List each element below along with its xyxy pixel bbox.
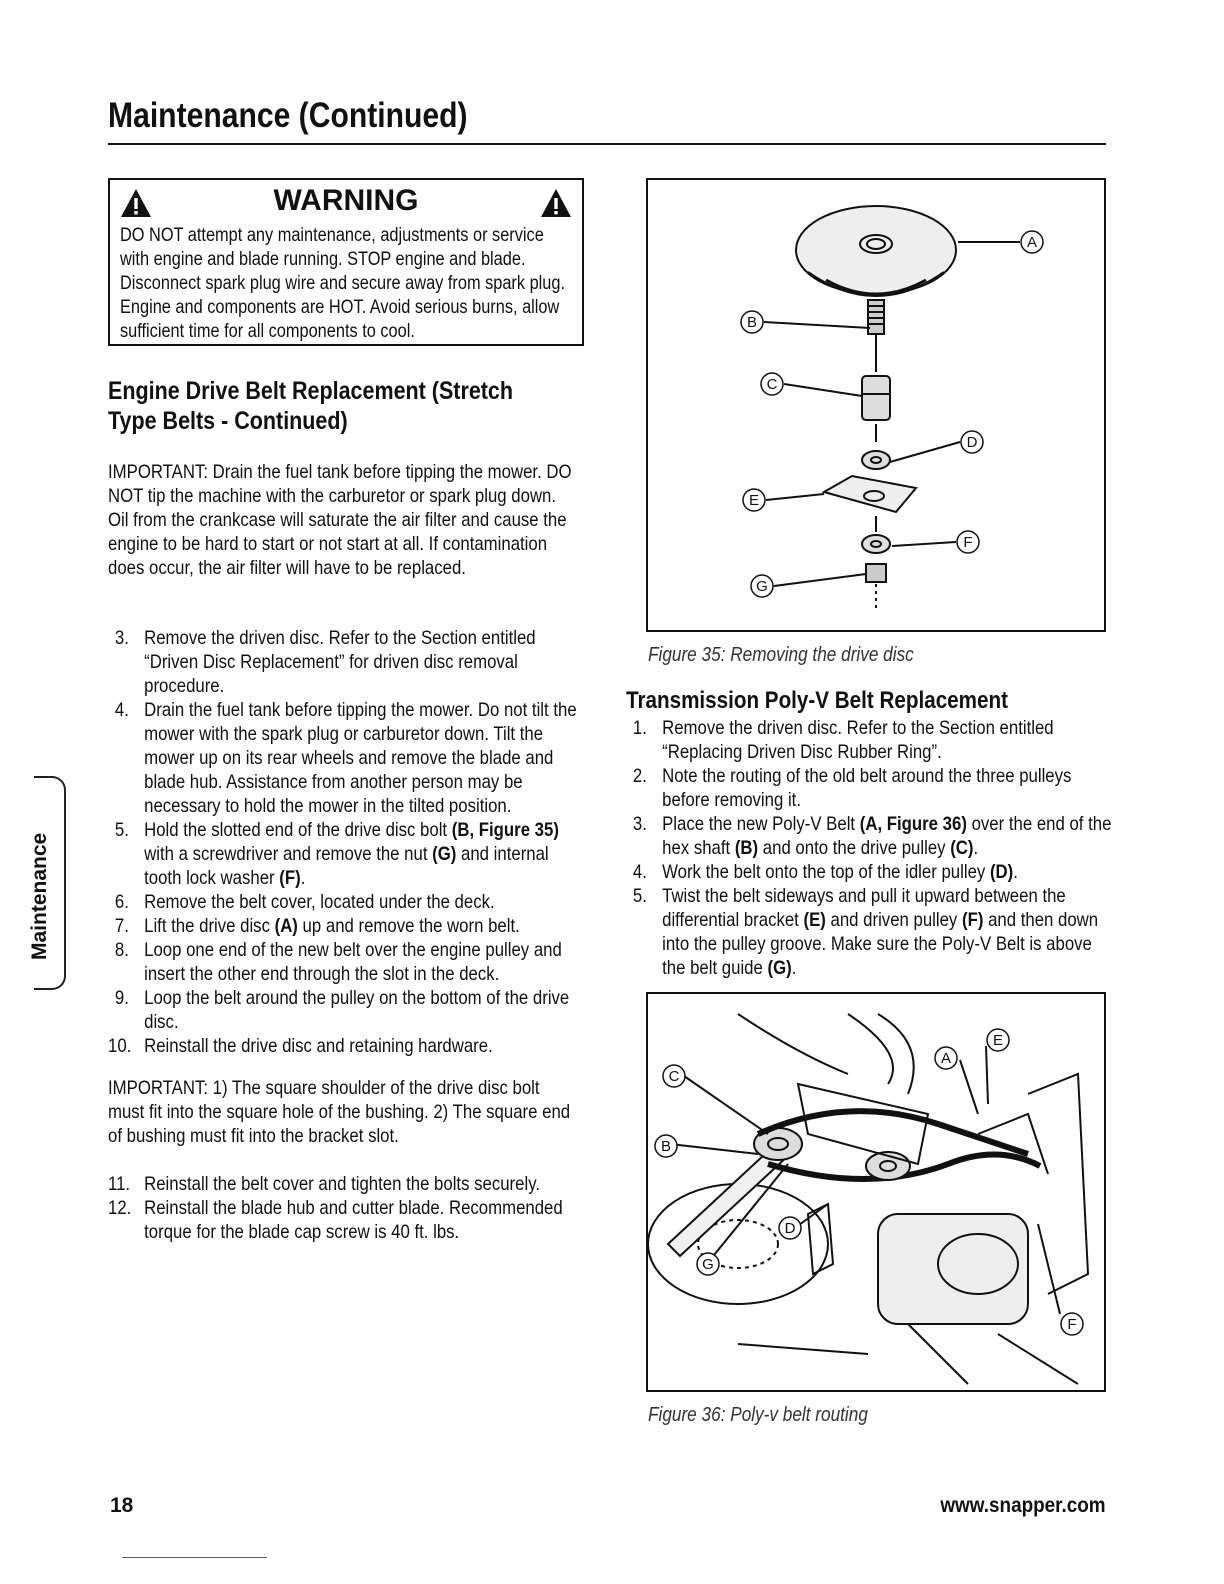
list-item: 7. Lift the drive disc (A) up and remove the worn belt. [114,915,520,937]
list-item: 5. Twist the belt sideways and pull it upward between the differential bracket (E) and driven pulley (F) and then down into the pulley groove. Make sure the Poly-V Belt is above the belt guide (G). [632,885,1099,979]
list-item: 9. Loop the belt around the pulley on the bottom of the drive disc. [114,987,570,1033]
figure-36-caption: Figure 36: Poly-v belt routing [648,1404,868,1426]
site-url[interactable]: www.snapper.com [940,1494,1106,1517]
callout-label: C [766,376,778,393]
list-item: 8. Loop one end of the new belt over the engine pulley and insert the other end through the slot in the deck. [114,939,562,985]
page-number: 18 [110,1494,134,1517]
list-item: 2. Note the routing of the old belt around the three pulleys before removing it. [632,765,1072,811]
callout-label: C [668,1068,680,1085]
steps-list-poly-v [626,716,1116,980]
warning-triangle-icon [540,188,572,218]
list-item: 12. Reinstall the blade hub and cutter blade. Recommended torque for the blade cap screw is 40 ft. lbs. [108,1197,563,1243]
warning-heading: WARNING [273,184,419,217]
list-item: 3. Remove the driven disc. Refer to the Section entitled “Driven Disc Replacement” for driven disc removal procedure. [114,627,536,697]
callout-label: D [784,1220,796,1237]
list-item: 4. Work the belt onto the top of the idler pulley (D). [632,861,1018,883]
side-tab-label: Maintenance [28,832,51,960]
figure-36 [646,992,1106,1392]
callout-label: E [992,1032,1004,1049]
list-item: 5. Hold the slotted end of the drive disc bolt (B, Figure 35) with a screwdriver and remove the nut (G) and internal tooth lock washer (F). [114,819,559,889]
page-title: Maintenance (Continued) [108,96,468,135]
callout-label: A [1026,234,1038,251]
callout-label: D [966,434,978,451]
callout-label: B [660,1138,672,1155]
callout-label: F [963,534,973,551]
list-item: 4. Drain the fuel tank before tipping the mower. Do not tilt the mower with the spark plug or carburetor down. Tilt the mower up on its rear wheels and remove the blade and blade hub. Assistance from another person may be necessary to hold the mower in the tilted position. [114,699,577,817]
list-item: 10. Reinstall the drive disc and retaining hardware. [108,1035,493,1057]
list-item: 1. Remove the driven disc. Refer to the Section entitled “Replacing Driven Disc Rubber Ring”. [632,717,1054,763]
title-rule [108,143,1106,145]
list-item: 6. Remove the belt cover, located under the deck. [114,891,495,913]
poly-v-belt-routing-diagram [648,994,1104,1390]
steps-list-b [108,1172,590,1244]
callout-label: G [756,578,768,595]
callout-label: B [746,314,758,331]
important-note-2: IMPORTANT: 1) The square shoulder of the drive disc bolt must fit into the square hole of the bushing. 2) The square end of bushing must fit into the bracket slot. [108,1077,571,1147]
section-heading-engine-belt: Engine Drive Belt Replacement (Stretch Type Belts - Continued) [108,377,514,435]
callout-label: F [1067,1316,1077,1333]
callout-label: E [748,492,760,509]
drive-disc-exploded-diagram [648,180,1104,630]
callout-label: G [702,1256,714,1273]
list-item: 3. Place the new Poly-V Belt (A, Figure 36) over the end of the hex shaft (B) and onto the drive pulley (C). [632,813,1112,859]
callout-label: A [940,1050,952,1067]
important-note-1: IMPORTANT: Drain the fuel tank before tipping the mower. DO NOT tip the machine with the carburetor or spark plug down. Oil from the crankcase will saturate the air filter and cause the engine to be hard to start or not start at all. If contamination does occur, the air filter will have to be replaced. [108,461,572,579]
figure-35-caption: Figure 35: Removing the drive disc [648,644,914,666]
steps-list-a [108,626,590,1058]
list-item: 11. Reinstall the belt cover and tighten the bolts securely. [108,1173,541,1195]
figure-35 [646,178,1106,632]
warning-box [108,178,584,346]
warning-text: DO NOT attempt any maintenance, adjustments or service with engine and blade running. STOP engine and blade. Disconnect spark plug wire and secure away from spark plug. Engine and components are HOT. Avoid serious burns, allow sufficient time for all components to cool. [120,225,566,342]
footer-line [122,1557,267,1558]
section-heading-poly-v: Transmission Poly-V Belt Replacement [626,687,1008,714]
